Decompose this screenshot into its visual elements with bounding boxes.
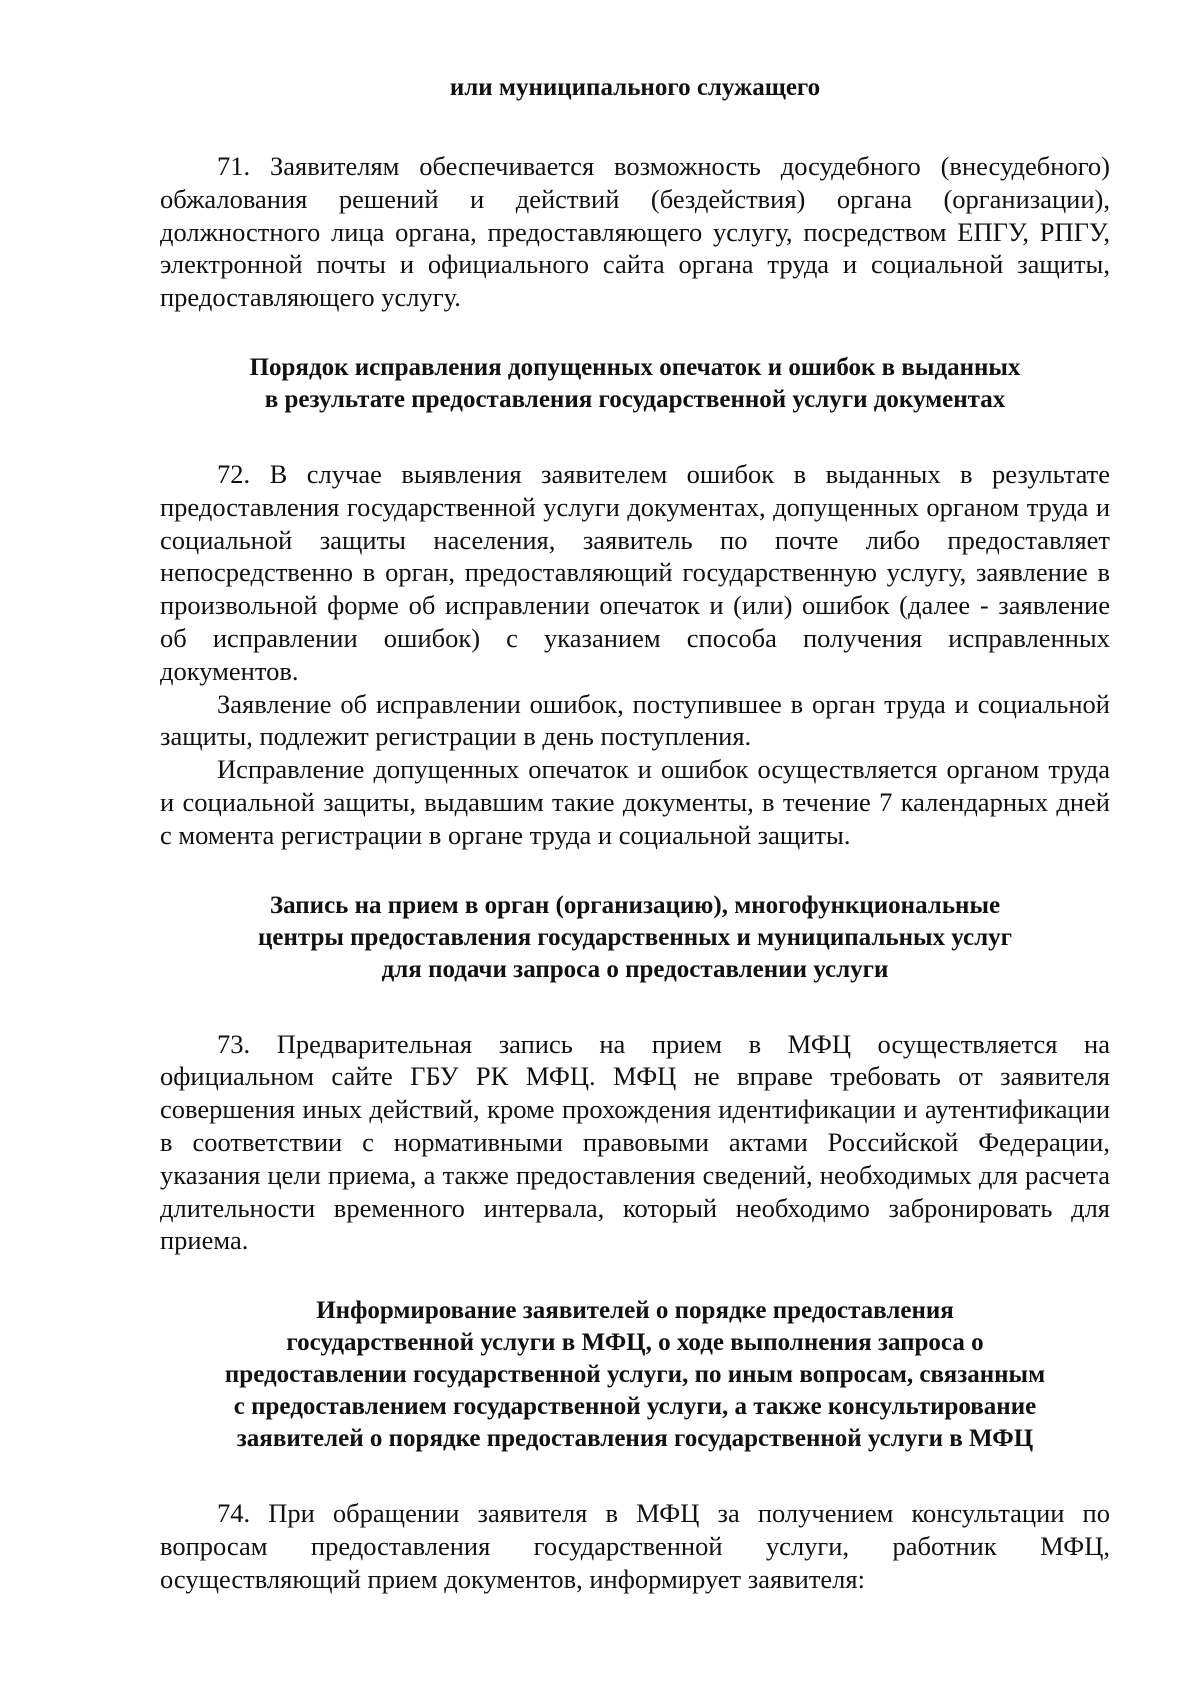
section-71	[160, 150, 1110, 314]
heading-line: государственной услуги в МФЦ, о ходе выполнения запроса о	[286, 1329, 984, 1357]
paragraph-72-correction-term: Исправление допущенных опечаток и ошибок осуществляется органом труда и социальной защиты, выдавшим такие документы, в течение 7 календарных дней с момента регистрации в органе труда и социальной защиты.	[160, 754, 1110, 850]
section-72	[160, 352, 1110, 852]
heading-line: Информирование заявителей о порядке предоставления	[316, 1297, 954, 1325]
heading-line: в результате предоставления государственной услуги документах	[264, 385, 1006, 413]
section-heading-top: или муниципального служащего	[449, 74, 821, 101]
document-content	[160, 72, 1110, 1596]
paragraph-71: 71. Заявителям обеспечивается возможность досудебного (внесудебного) обжалования решений и действий (бездействия) органа (организации), должностного лица органа, предоставляющего услугу, посредством ЕПГУ, РПГУ, электронной почты и официального сайта органа труда и социальной защиты, предоставляющего услугу.	[160, 151, 1110, 313]
section-74	[160, 1295, 1110, 1595]
heading-line: с предоставлением государственной услуги, а также консультирование	[233, 1393, 1037, 1421]
heading-line: предоставлении государственной услуги, по иным вопросам, связанным	[224, 1361, 1046, 1389]
section-heading-appointment	[160, 890, 1110, 986]
heading-line: Запись на прием в орган (организацию), многофункциональные	[269, 891, 1001, 919]
heading-line: центры предоставления государственных и муниципальных услуг	[257, 923, 1013, 951]
heading-line: для подачи запроса о предоставлении услуги	[381, 955, 889, 983]
paragraph-73: 73. Предварительная запись на прием в МФЦ осуществляется на официальном сайте ГБУ РК МФЦ. МФЦ не вправе требовать от заявителя совершения иных действий, кроме прохождения идентификации и аутентификации в соответствии с нормативными правовыми актами Российской Федерации, указания цели приема, а также предоставления сведений, необходимых для расчета длительности временного интервала, который необходимо забронировать для приема.	[160, 1028, 1110, 1256]
paragraph-74: 74. При обращении заявителя в МФЦ за получением консультации по вопросам предоставления государственной услуги, работник МФЦ, осуществляющий прием документов, информирует заявителя:	[160, 1498, 1110, 1594]
heading-line: заявителей о порядке предоставления государственной услуги в МФЦ	[236, 1425, 1034, 1453]
section-73	[160, 890, 1110, 1258]
heading-line: Порядок исправления допущенных опечаток и ошибок в выданных	[249, 353, 1021, 381]
paragraph-72-registration: Заявление об исправлении ошибок, поступившее в орган труда и социальной защиты, подлежит регистрации в день поступления.	[160, 688, 1110, 752]
section-heading-informing	[160, 1295, 1110, 1455]
section-heading-corrections	[160, 352, 1110, 416]
paragraph-72: 72. В случае выявления заявителем ошибок в выданных в результате предоставления государственной услуги документах, допущенных органом труда и социальной защиты населения, заявитель по почте либо предоставляет непосредственно в орган, предоставляющий государственную услугу, заявление в произвольной форме об исправлении опечаток и (или) ошибок (далее - заявление об исправлении ошибок) с указанием способа получения исправленных документов.	[160, 458, 1110, 686]
